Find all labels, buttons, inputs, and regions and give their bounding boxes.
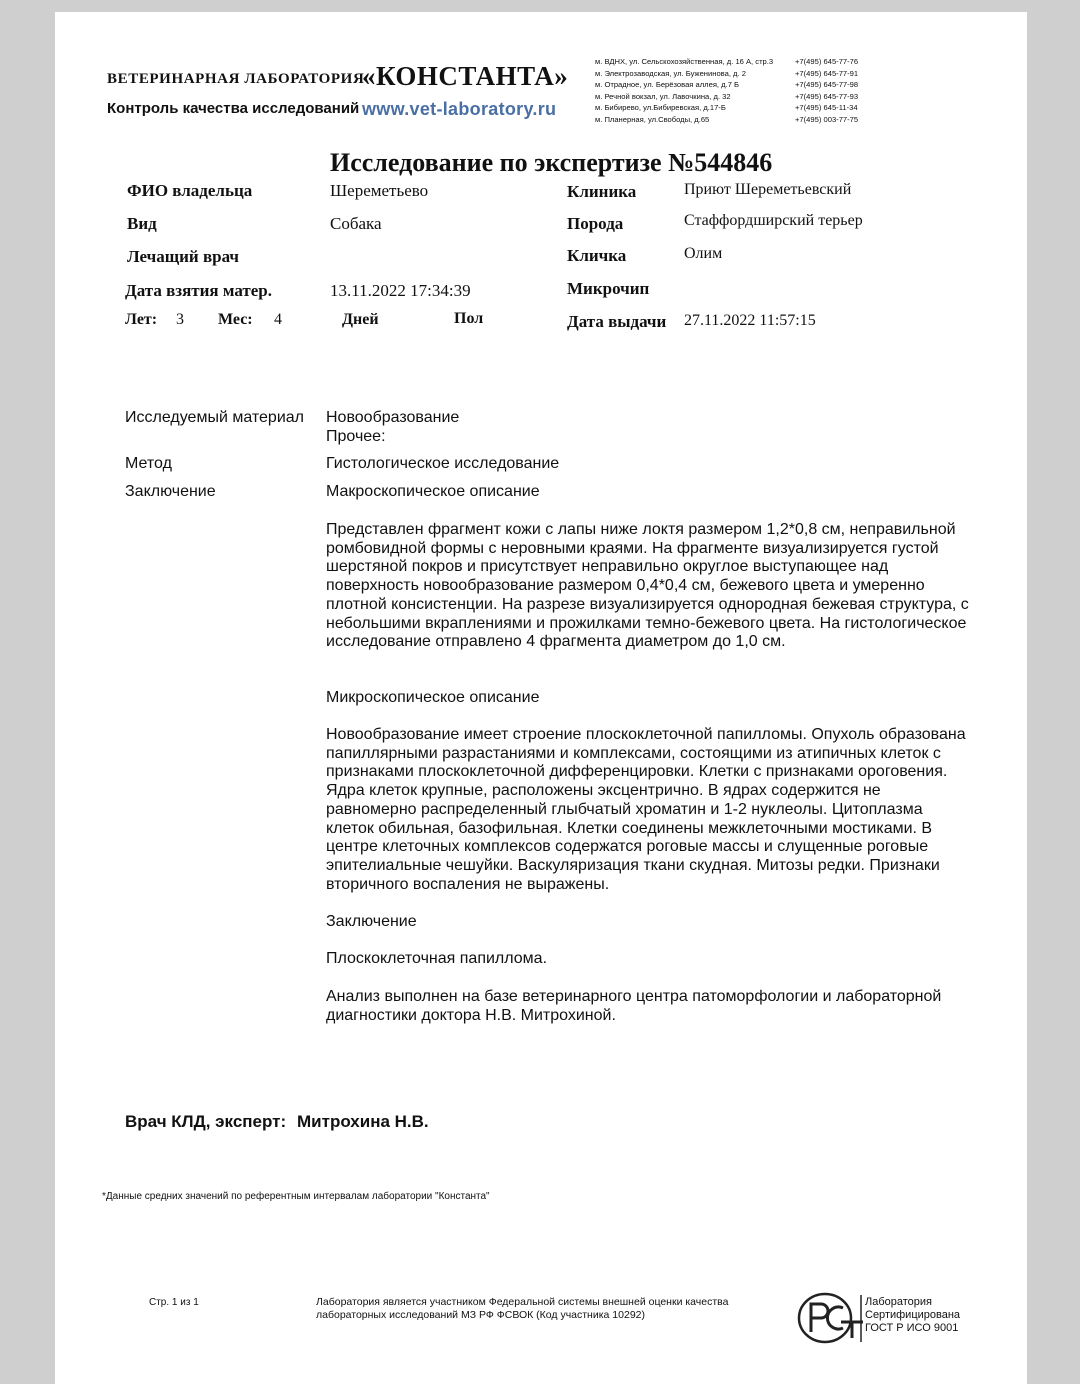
cert-line: Сертифицирована — [865, 1308, 961, 1321]
address-row — [595, 102, 885, 114]
years-value: 3 — [176, 311, 184, 328]
page-number: Стр. 1 из 1 — [149, 1297, 199, 1308]
breed-label: Порода — [567, 214, 624, 233]
cert-line: ГОСТ Р ИСО 9001 — [865, 1321, 959, 1334]
material-value: Новообразование — [326, 409, 460, 426]
signature-name: Митрохина Н.В. — [297, 1112, 429, 1131]
analysis-note: Анализ выполнен на базе ветеринарного центра патоморфологии и лабораторной диагностики доктора Н.В. Митрохиной. — [326, 988, 942, 1024]
microchip-label: Микрочип — [567, 279, 650, 298]
method-label: Метод — [125, 455, 172, 472]
address-row — [595, 91, 885, 103]
pet-name-value: Олим — [684, 245, 723, 262]
owner-value: Шереметьево — [330, 181, 429, 200]
species-value: Собака — [330, 214, 382, 233]
doctor-label: Лечащий врач — [127, 247, 239, 266]
address-text: м. Планерная, ул.Свободы, д.65 — [595, 114, 710, 124]
address-phone: +7(495) 645-77-76 — [795, 57, 859, 66]
micro-description: Новообразование имеет строение плоскоклеточной папилломы. Опухоль образована папиллярными разрастаниями и комплексами, состоящими из атипичных клеток с признаками плоскоклеточной дифференцировки. Клетки с признаками ороговения. Ядра клеток крупные, расположены эксцентрично. В ядрах содержится не равномерно распределенный глыбчатый хроматин и 1-2 нуклеолы. Цитоплазма клеток обильная, базофильная. Клетки соединены межклеточными мостиками. В центре клеточных комплексов содержатся роговые массы и слущенные роговые эпителиальные чешуйки. Васкуляризация ткани скудная. Митозы редки. Признаки вторичного воспаления не выражены. — [326, 726, 966, 893]
days-label: Дней — [342, 311, 379, 328]
clinic-label: Клиника — [567, 182, 637, 201]
months-value: 4 — [274, 311, 282, 328]
address-row — [595, 68, 885, 80]
lab-website-link[interactable]: www.vet-laboratory.ru — [362, 99, 557, 119]
issue-date-label: Дата выдачи — [567, 312, 667, 331]
conclusion-label: Заключение — [125, 483, 216, 500]
material-other: Прочее: — [326, 428, 386, 445]
address-text: м. Речной вокзал, ул. Лавочкина, д. 32 — [595, 91, 731, 101]
material-label: Исследуемый материал — [125, 409, 304, 426]
sample-date-value: 13.11.2022 17:34:39 — [330, 281, 471, 300]
pet-name-label: Кличка — [567, 246, 627, 265]
issue-date-value: 27.11.2022 11:57:15 — [684, 312, 816, 329]
address-row — [595, 79, 885, 91]
address-row — [595, 56, 885, 68]
signature-label: Врач КЛД, эксперт: — [125, 1112, 287, 1131]
method-value: Гистологическое исследование — [326, 455, 560, 472]
sample-date-label: Дата взятия матер. — [125, 281, 272, 300]
lab-brand: «КОНСТАНТА» — [362, 61, 569, 91]
species-label: Вид — [127, 214, 157, 233]
breed-value: Стаффордширский терьер — [684, 212, 863, 229]
owner-label: ФИО владельца — [127, 181, 253, 200]
years-label: Лет: — [125, 311, 158, 328]
document-title: Исследование по экспертизе №544846 — [330, 148, 773, 177]
conclusion-text: Плоскоклеточная папиллома. — [326, 950, 548, 967]
address-phone: +7(495) 645-77-93 — [795, 91, 859, 101]
address-row — [595, 114, 885, 126]
conclusion-heading: Заключение — [326, 913, 417, 930]
certification-text — [865, 1296, 960, 1334]
address-phone: +7(495) 003-77-75 — [795, 114, 859, 124]
months-label: Мес: — [218, 311, 253, 328]
sex-label: Пол — [454, 310, 484, 327]
address-phone: +7(495) 645-77-98 — [795, 80, 859, 89]
micro-heading: Микроскопическое описание — [326, 689, 540, 706]
lab-tagline: Контроль качества исследований — [107, 100, 360, 117]
cert-line: Лаборатория — [865, 1296, 932, 1308]
lab-name: ВЕТЕРИНАРНАЯ ЛАБОРАТОРИЯ — [107, 71, 365, 87]
address-list — [595, 56, 885, 125]
macro-description: Представлен фрагмент кожи с лапы ниже локтя размером 1,2*0,8 см, неправильной ромбовидной формы с неровными краями. На фрагменте визуализируется густой шерстяной покров и присутствует неправильно округлое выступающее над поверхность новообразование размером 0,4*0,4 см, бежевого цвета и умеренно плотной консистенции. На разрезе визуализируется однородная бежевая структура, с небольшими вкраплениями и прожилками темно-бежевого цвета. На гистологическое исследование отправлено 4 фрагмента диаметром до 1,0 см. — [326, 521, 969, 651]
rst-certification-logo-icon — [797, 1292, 865, 1344]
address-text: м. Отрадное, ул. Берёзовая аллея, д.7 Б — [595, 80, 740, 89]
clinic-value: Приют Шереметьевский — [684, 181, 852, 198]
macro-heading: Макроскопическое описание — [326, 483, 540, 500]
document-page — [55, 12, 1027, 1384]
footnote: *Данные средних значений по референтным интервалам лаборатории "Константа" — [102, 1191, 490, 1202]
address-text: м. ВДНХ, ул. Сельскохозяйственная, д. 16 А, стр.3 — [595, 57, 774, 66]
fsvok-note: Лаборатория является участником Федеральной системы внешней оценки качества лабораторных исследований МЗ РФ ФСВОК (Код участника 10292) — [316, 1296, 729, 1321]
address-text: м. Бибирево, ул.Бибиревская, д.17-Б — [595, 103, 726, 112]
address-phone: +7(495) 645-11-34 — [795, 103, 858, 112]
address-phone: +7(495) 645-77-91 — [795, 68, 859, 78]
address-text: м. Электрозаводская, ул. Буженинова, д. 2 — [595, 68, 746, 78]
